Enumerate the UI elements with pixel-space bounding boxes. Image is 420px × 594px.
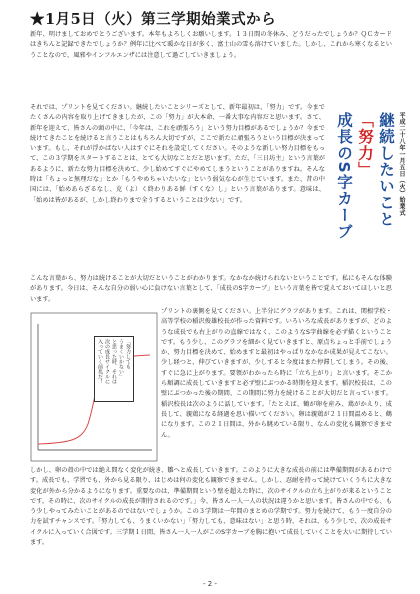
graph-caption-line-1: 「努力しても	[125, 339, 131, 369]
page-title: ★1月5日（火）第三学期始業式から	[30, 11, 277, 28]
graph-caption-line-5: 入っていく前兆だ！	[97, 339, 103, 384]
paragraph-closing: こんな言葉から、努力は続けることが大切だということがわかります。なかなか続けられないということです。私にもそんな体験があります。今日は、そんな自分の弱い心に負けない言葉として、「成長のS字カーブ」という言葉を皆で覚えておいてほしいと思います。	[30, 275, 392, 303]
paragraph-intro: 新年、明けましておめでとうございます。本年もよろしくお願いします。１３日間の冬休み、どうだったでしょうか？ＱＣカードはきちんと記録できたでしょうか？例年に比べて暖かな日が多く、富士山の雪も溶けていました。しかし、これから寒くなるということなので、風邪やインフルエンザには注意して過ごしていきましょう。	[30, 31, 392, 59]
vertical-title-line-3: 成長のS字カーブ	[335, 112, 353, 240]
vertical-title-line-2	[355, 112, 374, 288]
graph-caption-line-3: と思った時、それは	[111, 339, 117, 384]
vertical-keyword: 「努力」	[356, 112, 374, 178]
paragraph-graph: プリントの裏側を見てください。上半分にグラフがあります。これは、関根学校・高等学校の稲沢俊雄校長が作った資料です。いろいろな成長がありますが、どのような成長でも右上がりの直線ではなく、このようなS字曲線を必ず描くということです。もう少し、このグラフを細かく見ていきますと、原点ちょっと手前でしょうか、努力目標を決めて、始めますと最初はやっぱりなかなか成果が見えてこない。少し経つと、伸びていきますが、少しすると今度はまた停滞してしまう。その後、すぐに急に上がります。要領がわかったら時に「立ち上がり」と言います。そこから順調に成長していきますと必ず壁にぶつかる時期を迎えます。稲沢校長は、この壁にぶつかった後の期間、この期間に努力を続けることが大切だと言っています。稲沢校長は次のように話しています。「たとえば、鶴が卵を産み、鶏がかえり、成長して、親鶏になる経過を思い描いてください。卵は親鶏が２１日間温めると、鶴になります。この２１日間は、外から眺めている限り、なんの変化も観察できません。	[161, 308, 392, 439]
graph-caption-box	[94, 336, 134, 402]
paragraph-final: しかし、卵の殻の中では絶え間なく変化が続き、雛へと成長していきます。このように大きな成長の前には準備期間があるわけです。成長でも、学習でも、外から見る限り、はじめは何の変化も観察できません。しかし、忍耐を持って続けていくうちに大きな変化が外から分かるようになります。重要なのは、準備期間という壁を超えた時に、次のサイクルの立ち上がりが来るということです。その時に、次のサイクルの成長が期待されるのです。」今、皆さん一人一人の状況は違うかと思います。皆さんの中でも、もう少しやってみたいことがあるのではないでしょうか。この３学期は一年間のまとめの学期です。努力を続けて、もう一度自分の力を試すチャンスです。「努力しても、うまくいかない」「努力しても、意味はない」と思う時、それは、もう少しで、次の成長サイクルに入っていく合図です。三学期１日間、皆さん一人一人がこのS字カーブを胸に抱いて成長していくことを大いに期待しています。	[30, 467, 392, 547]
vertical-heading-box	[334, 112, 406, 288]
vertical-title-line-1-text: 継続したいこと	[377, 112, 395, 228]
page-number: - 2 -	[203, 580, 217, 588]
vertical-date: 平成二十八年一月五日（火）始業式	[398, 112, 405, 216]
paragraph-main: それでは、プリントを見てください。継続したいことシリーズとして、新年最初は、「努力」です。今までたくさんの内容を取り上げてきましたが、この「努力」が大本命、一番大事な内容だと思います。さて、新年を迎えて、皆さんの頭の中に、「今年は、これを頑張ろう」という努力目標があるでしょうか？今まで続けてきたことを続けると言うことはもちろん大切ですが、ここで新たに頑張ろうという目標が決まっています。もし、それが浮かばない人はすぐにそれを設定してください。そのような新しい努力目標をもって、この３学期をスタートすることは、とても大切なことだと思います。ただ、「三日坊主」という言葉があるように、新たな努力目標を決めて、少し始めてすぐにやめてしまうということがありますね。そんな時は「ちょっと無理だな」とか「もうやめちゃいたいな」という弱気な心が生じています。また、昔の中国には、「始めあらざるなし、克（よ）く終わりある鮮（すくな）し」という言葉があります。意味は、「始めは皆があるが、しかし終わりまで全うするということは少ない」です。	[30, 104, 325, 204]
vertical-title-line-1	[376, 112, 395, 288]
graph-caption-line-4: 次の成長サイクルに	[104, 339, 110, 384]
graph-caption-line-2: うまくいかない」	[118, 339, 124, 379]
